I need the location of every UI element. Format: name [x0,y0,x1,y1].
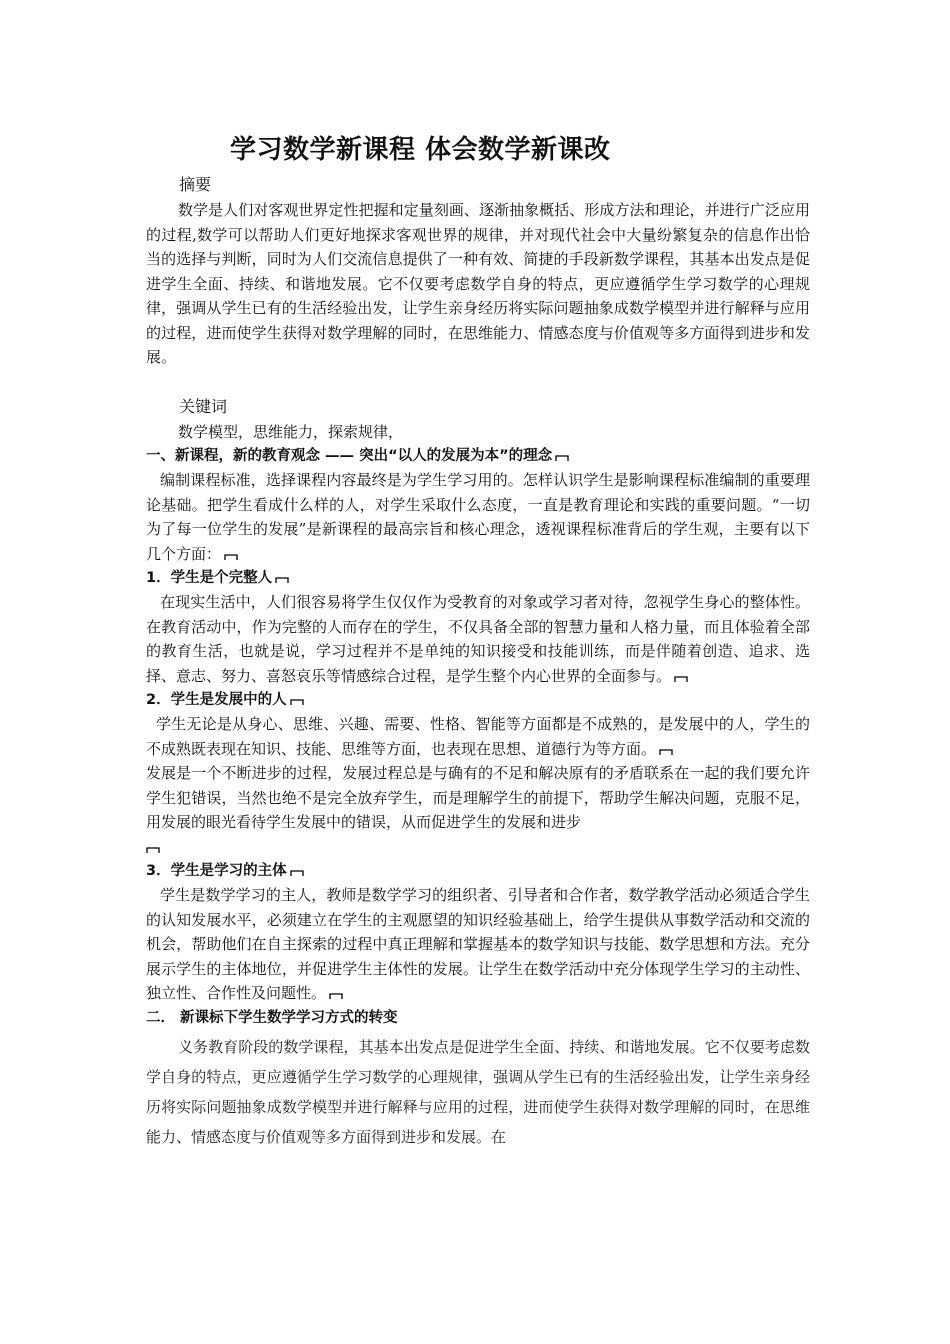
point1-text-content: 在现实生活中，人们很容易将学生仅仅作为受教育的对象或学习者对待，忽视学生身心的整体性。在教育活动中，作为完整的人而存在的学生，不仅具备全部的智慧力量和人格力量，而且体验着全部的教育生活，也就是说，学习过程并不是单纯的知识接受和技能训练，而是伴随着创造、追求、选择、意志、努力、喜怒哀乐等情感综合过程，是学生整个内心世界的全面参与。 [146,593,810,685]
abstract-label: 摘要 [179,175,212,194]
blank-line [146,370,810,394]
section2-heading: 二． 新课标下学生数学学习方式的转变 [146,1009,398,1026]
paragraph-mark-icon [290,869,304,877]
point1-text [146,590,810,688]
point2-text1-content: 学生无论是从身心、思维、兴趣、需要、性格、智能等方面都是不成熟的，是发展中的人，学生的不成熟既表现在知识、技能、思维等方面，也表现在思想、道德行为等方面。 [146,715,810,758]
paragraph-mark-icon [555,454,569,462]
section1-intro-text: 编制课程标准，选择课程内容最终是为学生学习用的。怎样认识学生是影响课程标准编制的重要理论基础。把学生看成什么样的人，对学生采取什么态度，一直是教育理论和实践的重要问题。“一切为了每一位学生的发展”是新课程的最高宗旨和核心理念，透视课程标准背后的学生观，主要有以下几个方面： [146,471,810,563]
point2-text1 [146,712,810,761]
section1-intro [146,468,810,566]
paragraph-mark-icon [659,748,673,756]
paragraph-mark-icon [146,846,160,854]
paragraph-mark-icon [224,553,238,561]
point3-text-content: 学生是数学学习的主人，教师是数学学习的组织者、引导者和合作者，数学教学活动必须适合学生的认知发展水平，必须建立在学生的主观愿望的知识经验基础上，给学生提供从事数学活动和交流的机会，帮助他们在自主探索的过程中真正理解和掌握基本的数学知识与技能、数学思想和方法。充分展示学生的主体地位，并促进学生主体性的发展。让学生在数学活动中充分体现学生学习的主动性、独立性、合作性及问题性。 [146,886,810,1002]
point2-heading-text: 2．学生是发展中的人 [146,692,287,708]
section2-text: 义务教育阶段的数学课程，其基本出发点是促进学生全面、持续、和谐地发展。它不仅要考虑数学自身的特点，更应遵循学生学习数学的心理规律，强调从学生已有的生活经验出发，让学生亲身经历将实际问题抽象成数学模型并进行解释与应用的过程，进而使学生获得对数学理解的同时，在思维能力、情感态度与价值观等多方面得到进步和发展。在 [146,1037,810,1146]
keywords-text: 数学模型，思维能力，探索规律， [178,422,404,441]
paragraph-mark-icon [290,698,304,706]
keywords-label: 关键词 [179,396,228,416]
point1-heading-text: 1．学生是个完整人 [146,570,273,586]
paragraph-mark-icon [674,675,688,683]
point3-heading [146,859,810,883]
paragraph-mark-icon [329,992,343,1000]
document-page [146,128,810,1152]
point2-text2 [146,761,810,859]
abstract-text: 数学是人们对客观世界定性把握和定量刻画、逐渐抽象概括、形成方法和理论，并进行广泛应用的过程,数学可以帮助人们更好地探求客观世界的规律，并对现代社会中大量纷繁复杂的信息作出恰当的选择与判断，同时为人们交流信息提供了一种有效、简捷的手段新数学课程，其基本出发点是促进学生全面、持续、和谐地发展。它不仅要考虑数学自身的特点，更应遵循学生学习数学的心理规律，强调从学生已有的生活经验出发，让学生亲身经历将实际问题抽象成数学模型并进行解释与应用的过程，进而使学生获得对数学理解的同时，在思维能力、情感态度与价值观等多方面得到进步和发展。 [146,201,810,366]
point2-text2-content: 发展是一个不断进步的过程，发展过程总是与确有的不足和解决原有的矛盾联系在一起的我们要允许学生犯错误，当然也绝不是完全放弃学生，而是理解学生的前提下，帮助学生解决问题，克服不足，用发展的眼光看待学生发展中的错误，从而促进学生的发展和进步 [146,764,810,831]
point2-heading [146,688,810,712]
point3-text [146,883,810,1006]
point1-heading [146,566,810,590]
paragraph-mark-icon [275,576,289,584]
section1-heading [146,444,810,468]
point3-heading-text: 3．学生是学习的主体 [146,863,287,879]
document-title: 学习数学新课程 体会数学新课改 [230,135,611,165]
section1-heading-text: 一、新课程，新的教育观念 —— 突出“以人的发展为本”的理念 [146,448,553,464]
